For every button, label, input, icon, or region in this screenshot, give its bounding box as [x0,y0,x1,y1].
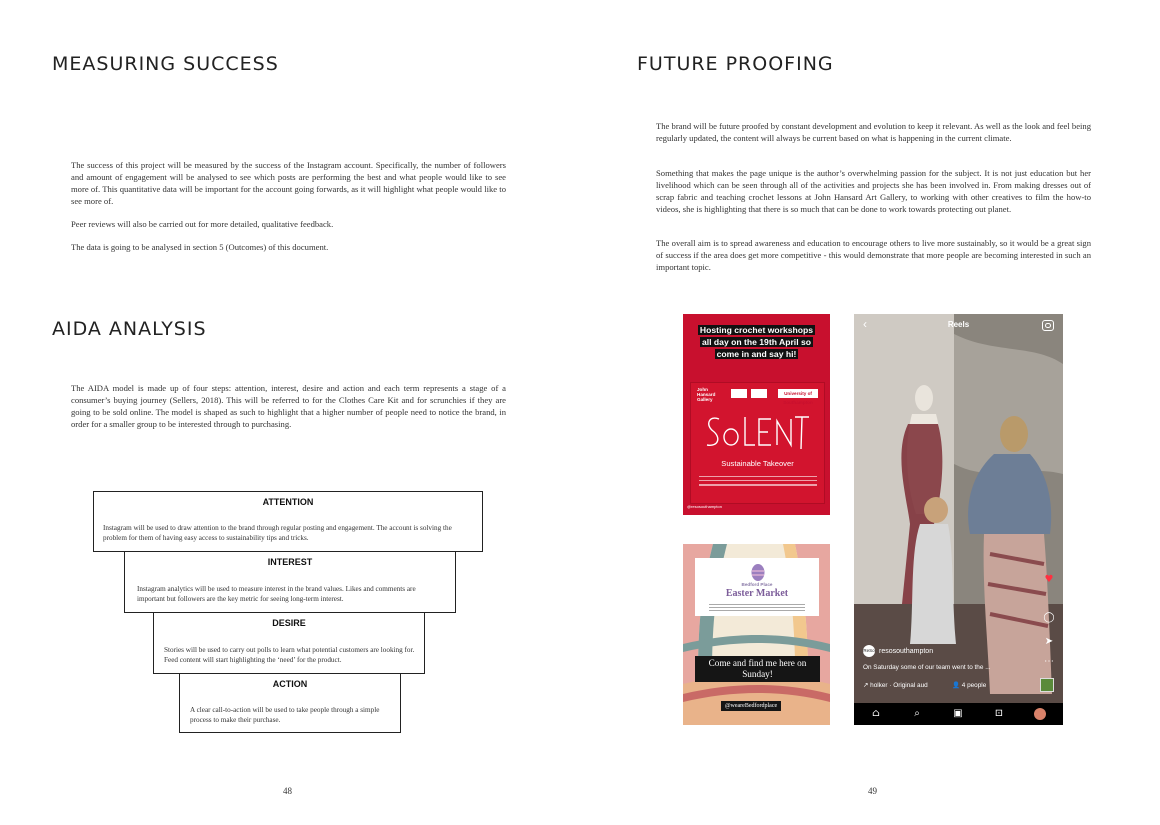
poster-subtitle: Sustainable Takeover [721,459,794,468]
partner-logo [751,389,767,398]
poster-small-text [699,473,817,493]
john-hansard-logo: John Hansard Gallery [697,387,716,402]
university-logo: University of Southampton [778,389,818,398]
profile-avatar-icon[interactable] [1034,708,1046,720]
audio-arrow-icon: ↗ [863,682,871,689]
aida-text-action: A clear call-to-action will be used to take people through a simple process to make their purchase. [190,706,380,724]
flyer-small-title: Bedford Place [741,582,773,587]
page-number-right: 49 [868,786,877,796]
poster-footer-handle: @resosouthampton [687,504,722,509]
story-callout-line-2: Sunday! [742,669,773,679]
story-callout [695,656,820,682]
aida-box-interest [124,551,456,613]
reel-tagged-people-label: 4 people [961,682,987,689]
search-icon[interactable]: ⌕ [914,708,920,719]
poster-logos [695,387,820,405]
aida-text-attention: Instagram will be used to draw attention to the brand through regular posting and engagement. The account is solving the problem for them of having easy access to sustainability tips and tricks. [103,524,452,542]
poster-headline-line-2: all day on the 19th April so [701,337,812,347]
heading-measuring-success: MEASURING SUCCESS [52,53,279,75]
aida-title-attention: ATTENTION [262,497,314,507]
poster-headline-line-3: come in and say hi! [716,349,797,359]
back-chevron-icon[interactable]: ‹ [863,317,867,331]
heading-future-proofing: FUTURE PROOFING [637,53,834,75]
reels-icon[interactable]: ▣ [953,708,963,719]
camera-icon[interactable] [1042,320,1054,331]
reel-audio-label: holker · Original aud [870,682,928,689]
account-username: resosouthampton [879,647,934,655]
reel-tagged-people[interactable] [952,681,986,689]
poster-headline-line-1: Hosting crochet workshops [699,325,814,335]
person-icon: 👤 [952,682,962,689]
flyer-small-print [709,602,805,613]
comment-icon[interactable]: ◯ [1043,612,1055,623]
future-paragraph-3: The overall aim is to spread awareness and education to encourage others to live more sustainably, so it would be a great sign of success if the area does get more competitive - this would demonstrate that more people are becoming interested in such an important topic. [656,238,1091,272]
reels-title: Reels [947,320,970,329]
reel-account[interactable] [863,645,933,657]
poster-inner-panel [690,382,825,504]
home-icon[interactable]: ⌂ [872,708,880,719]
aida-title-desire: DESIRE [272,618,306,628]
page-number-left: 48 [283,786,292,796]
aida-box-action [179,673,401,733]
share-icon[interactable]: ➤ [1044,636,1054,647]
easter-market-story-image [683,544,830,725]
reel-caption[interactable]: On Saturday some of our team went to the ... [863,664,991,671]
measuring-paragraph-3: The data is going to be analysed in section 5 (Outcomes) of this document. [71,242,329,252]
shop-icon[interactable]: ⊡ [994,708,1004,719]
instagram-bottom-nav [854,703,1063,725]
flyer-title: Easter Market [725,588,789,599]
aida-text-desire: Stories will be used to carry out polls to learn what potential customers are looking for. Feed content will start highlighting the ‘need’ for the product. [164,646,415,664]
measuring-paragraph-2: Peer reviews will also be carried out for more detailed, qualitative feedback. [71,219,334,229]
measuring-paragraph-1: The success of this project will be measured by the success of the Instagram account. Specifically, the number of followers and amount of engagement will be analysed to see which posts are performing the best and what people would like to see more of. This quantitative data will be important for the account going forwards, as it will highlight what people would like to see more of. [71,160,506,206]
future-paragraph-2: Something that makes the page unique is the author’s overwhelming passion for the subject. It is not just education but her livelihood which can be seen through all of the activities and projects she has been involved in. From making dresses out of scrap fabric and teaching crochet lessons at John Hansard Art Gallery, to working with other creatives to film the how-to videos, she is highlighting that there is so much that can be done to work towards protecting out planet. [656,168,1091,214]
easter-market-flyer [695,558,819,616]
aida-title-action: ACTION [272,679,308,689]
future-paragraph-1: The brand will be future proofed by constant development and evolution to keep it relevant. As well as the look and feel being regularly updated, the content will always be current based on what is happening in the current climate. [656,121,1091,143]
easter-egg-icon [750,562,766,582]
audio-thumbnail[interactable] [1040,678,1054,692]
solent-script-logo [701,401,811,457]
heading-aida-analysis: AIDA ANALYSIS [52,318,207,340]
story-mention-tag: @weareBedfordplace [721,701,781,711]
account-avatar: ReSo [863,645,875,657]
reel-audio[interactable] [863,681,928,689]
like-heart-icon[interactable]: ♥ [1044,574,1054,585]
aida-text-interest: Instagram analytics will be used to measure interest in the brand values. Likes and comments are important but followers are the key metric for seeing long-term interest. [137,585,416,603]
more-options-icon[interactable]: ⋯ [1044,656,1054,667]
aida-title-interest: INTEREST [267,557,313,567]
solent-poster-image [683,314,830,515]
aida-box-attention [93,491,483,552]
poster-headline [689,324,824,360]
instagram-reel-screenshot [854,314,1063,725]
aida-box-desire [153,612,425,674]
story-callout-line-1: Come and find me here on [708,658,807,668]
aida-paragraph: The AIDA model is made up of four steps: attention, interest, desire and action and each term represents a stage of a consumer’s buying journey (Sellers, 2018). This will be referred to for the Clothes Care Kit and for scrunchies if they are going to be sold online. The model is shaped as such to highlight that a higher number of people need to notice the brand, in order for a smaller group to be interested through to purchasing. [71,383,506,429]
reel-header [854,314,1063,336]
partner-logo [731,389,747,398]
